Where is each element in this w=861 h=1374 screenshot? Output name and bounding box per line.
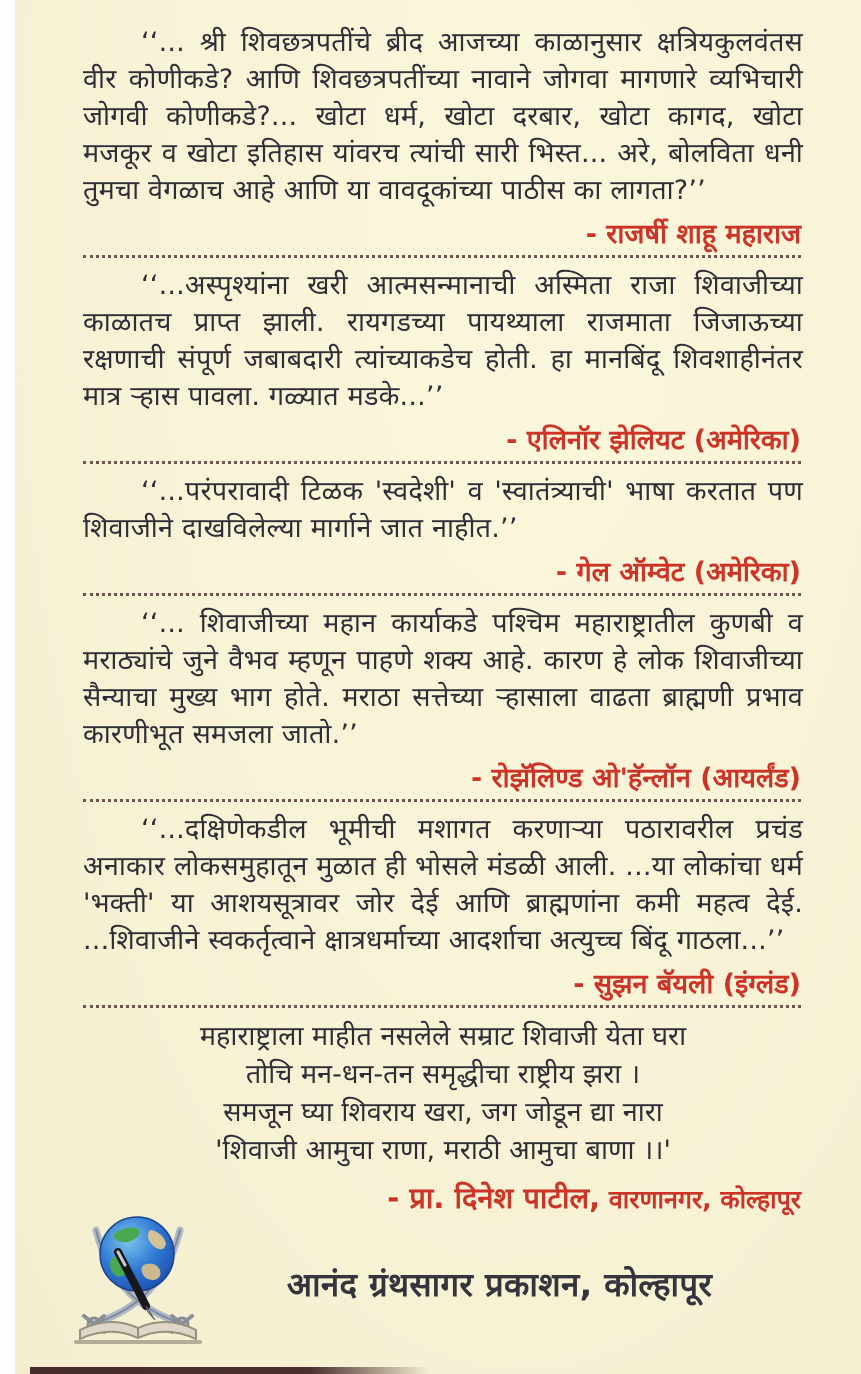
page: [15, 0, 861, 1374]
quote-attribution-3: - गेल ऑम्वेट (अमेरिका): [555, 557, 801, 588]
quote-attribution-2: - एलिनॉर झेलियट (अमेरिका): [506, 425, 801, 456]
quote-paragraph-1: ‘‘... श्री शिवछत्रपतींचे ब्रीद आजच्या काळानुसार क्षत्रियकुलवंतस वीर कोणीकडे? आणि शिवछत्रपतींच्या नावाने जोगवा मागणारे व्यभिचारी जोगवी कोणीकडे?... खोटा धर्म, खोटा दरबार, खोटा कागद, खोटा मजकूर व खोटा इतिहास यांवरच त्यांची सारी भिस्त... अरे, बोलविता धनी तुमचा वेगळाच आहे आणि या वावदूकांच्या पाठीस का लागता?’’: [83, 27, 803, 206]
scan-bottom-edge: [30, 1367, 430, 1374]
poem-line-4: 'शिवाजी आमुचा राणा, मराठी आमुचा बाणा ।।': [215, 1135, 671, 1166]
dotted-separator: [83, 255, 801, 258]
quote-attribution-1: - राजर्षी शाहू महाराज: [585, 219, 801, 250]
poem-line-2: तोचि मन-धन-तन समृद्धीचा राष्ट्रीय झरा ।: [245, 1059, 641, 1090]
dotted-separator: [83, 1005, 801, 1008]
dotted-separator: [83, 593, 801, 596]
quote-paragraph-4: ‘‘... शिवाजीच्या महान कार्याकडे पश्चिम महाराष्ट्रातील कुणबी व मराठ्यांचे जुने वैभव म्हणून पाहणे शक्य आहे. कारण हे लोक शिवाजीच्या सैन्याचा मुख्य भाग होते. मराठा सत्तेच्या ऱ्हासाला वाढता ब्राह्मणी प्रभाव कारणीभूत समजला जातो.’’: [83, 608, 803, 750]
dotted-separator: [83, 461, 801, 464]
page-content: [15, 0, 861, 1216]
dotted-separator: [83, 799, 801, 802]
globe-swords-pen-book-icon: [68, 1212, 208, 1354]
publisher-name: आनंद ग्रंथसागर प्रकाशन, कोल्हापूर: [286, 1264, 713, 1304]
poem: [83, 1018, 803, 1170]
publisher-footer: [30, 1210, 861, 1356]
quote-paragraph-5: ‘‘...दक्षिणेकडील भूमीची मशागत करणाऱ्या पठारावरील प्रचंड अनाकार लोकसमुहातून मुळात ही भोसले मंडळी आली. ...या लोकांचा धर्म 'भक्ती' या आशयसूत्रावर जोर देई आणि ब्राह्मणांना कमी महत्व देई. ...शिवाजीने स्वकर्तृत्वाने क्षात्रधर्माच्या आदर्शाचा अत्युच्च बिंदू गाठला...’’: [83, 814, 803, 956]
publisher-logo: [68, 1212, 208, 1354]
poem-attribution-name: - प्रा. दिनेश पाटील,: [387, 1181, 601, 1215]
scan-left-margin: [0, 0, 16, 1374]
quote-paragraph-2: ‘‘...अस्पृश्यांना खरी आत्मसन्मानाची अस्मिता राजा शिवाजीच्या काळातच प्राप्त झाली. रायगडच्या पायथ्याला राजमाता जिजाऊच्या रक्षणाची संपूर्ण जबाबदारी त्यांच्याकडेच होती. हा मानबिंदू शिवशाहीनंतर मात्र ऱ्हास पावला. गळ्यात मडके...’’: [83, 270, 803, 412]
quote-attribution-5: - सुझन बॅयली (इंग्लंड): [573, 969, 801, 1000]
poem-attribution-place: वारणानगर, कोल्हापूर: [600, 1185, 801, 1214]
quote-attribution-4: - रोझॅलिण्ड ओ'हॅन्लॉन (आयर्लंड): [470, 763, 801, 794]
quote-paragraph-3: ‘‘...परंपरावादी टिळक 'स्वदेशी' व 'स्वातंत्र्याची' भाषा करतात पण शिवाजीने दाखविलेल्या मार्गाने जात नाहीत.’’: [83, 476, 803, 544]
poem-line-1: महाराष्ट्राला माहीत नसलेले सम्राट शिवाजी येता घरा: [199, 1021, 687, 1052]
poem-line-3: समजून घ्या शिवराय खरा, जग जोडून द्या नारा: [223, 1097, 663, 1128]
